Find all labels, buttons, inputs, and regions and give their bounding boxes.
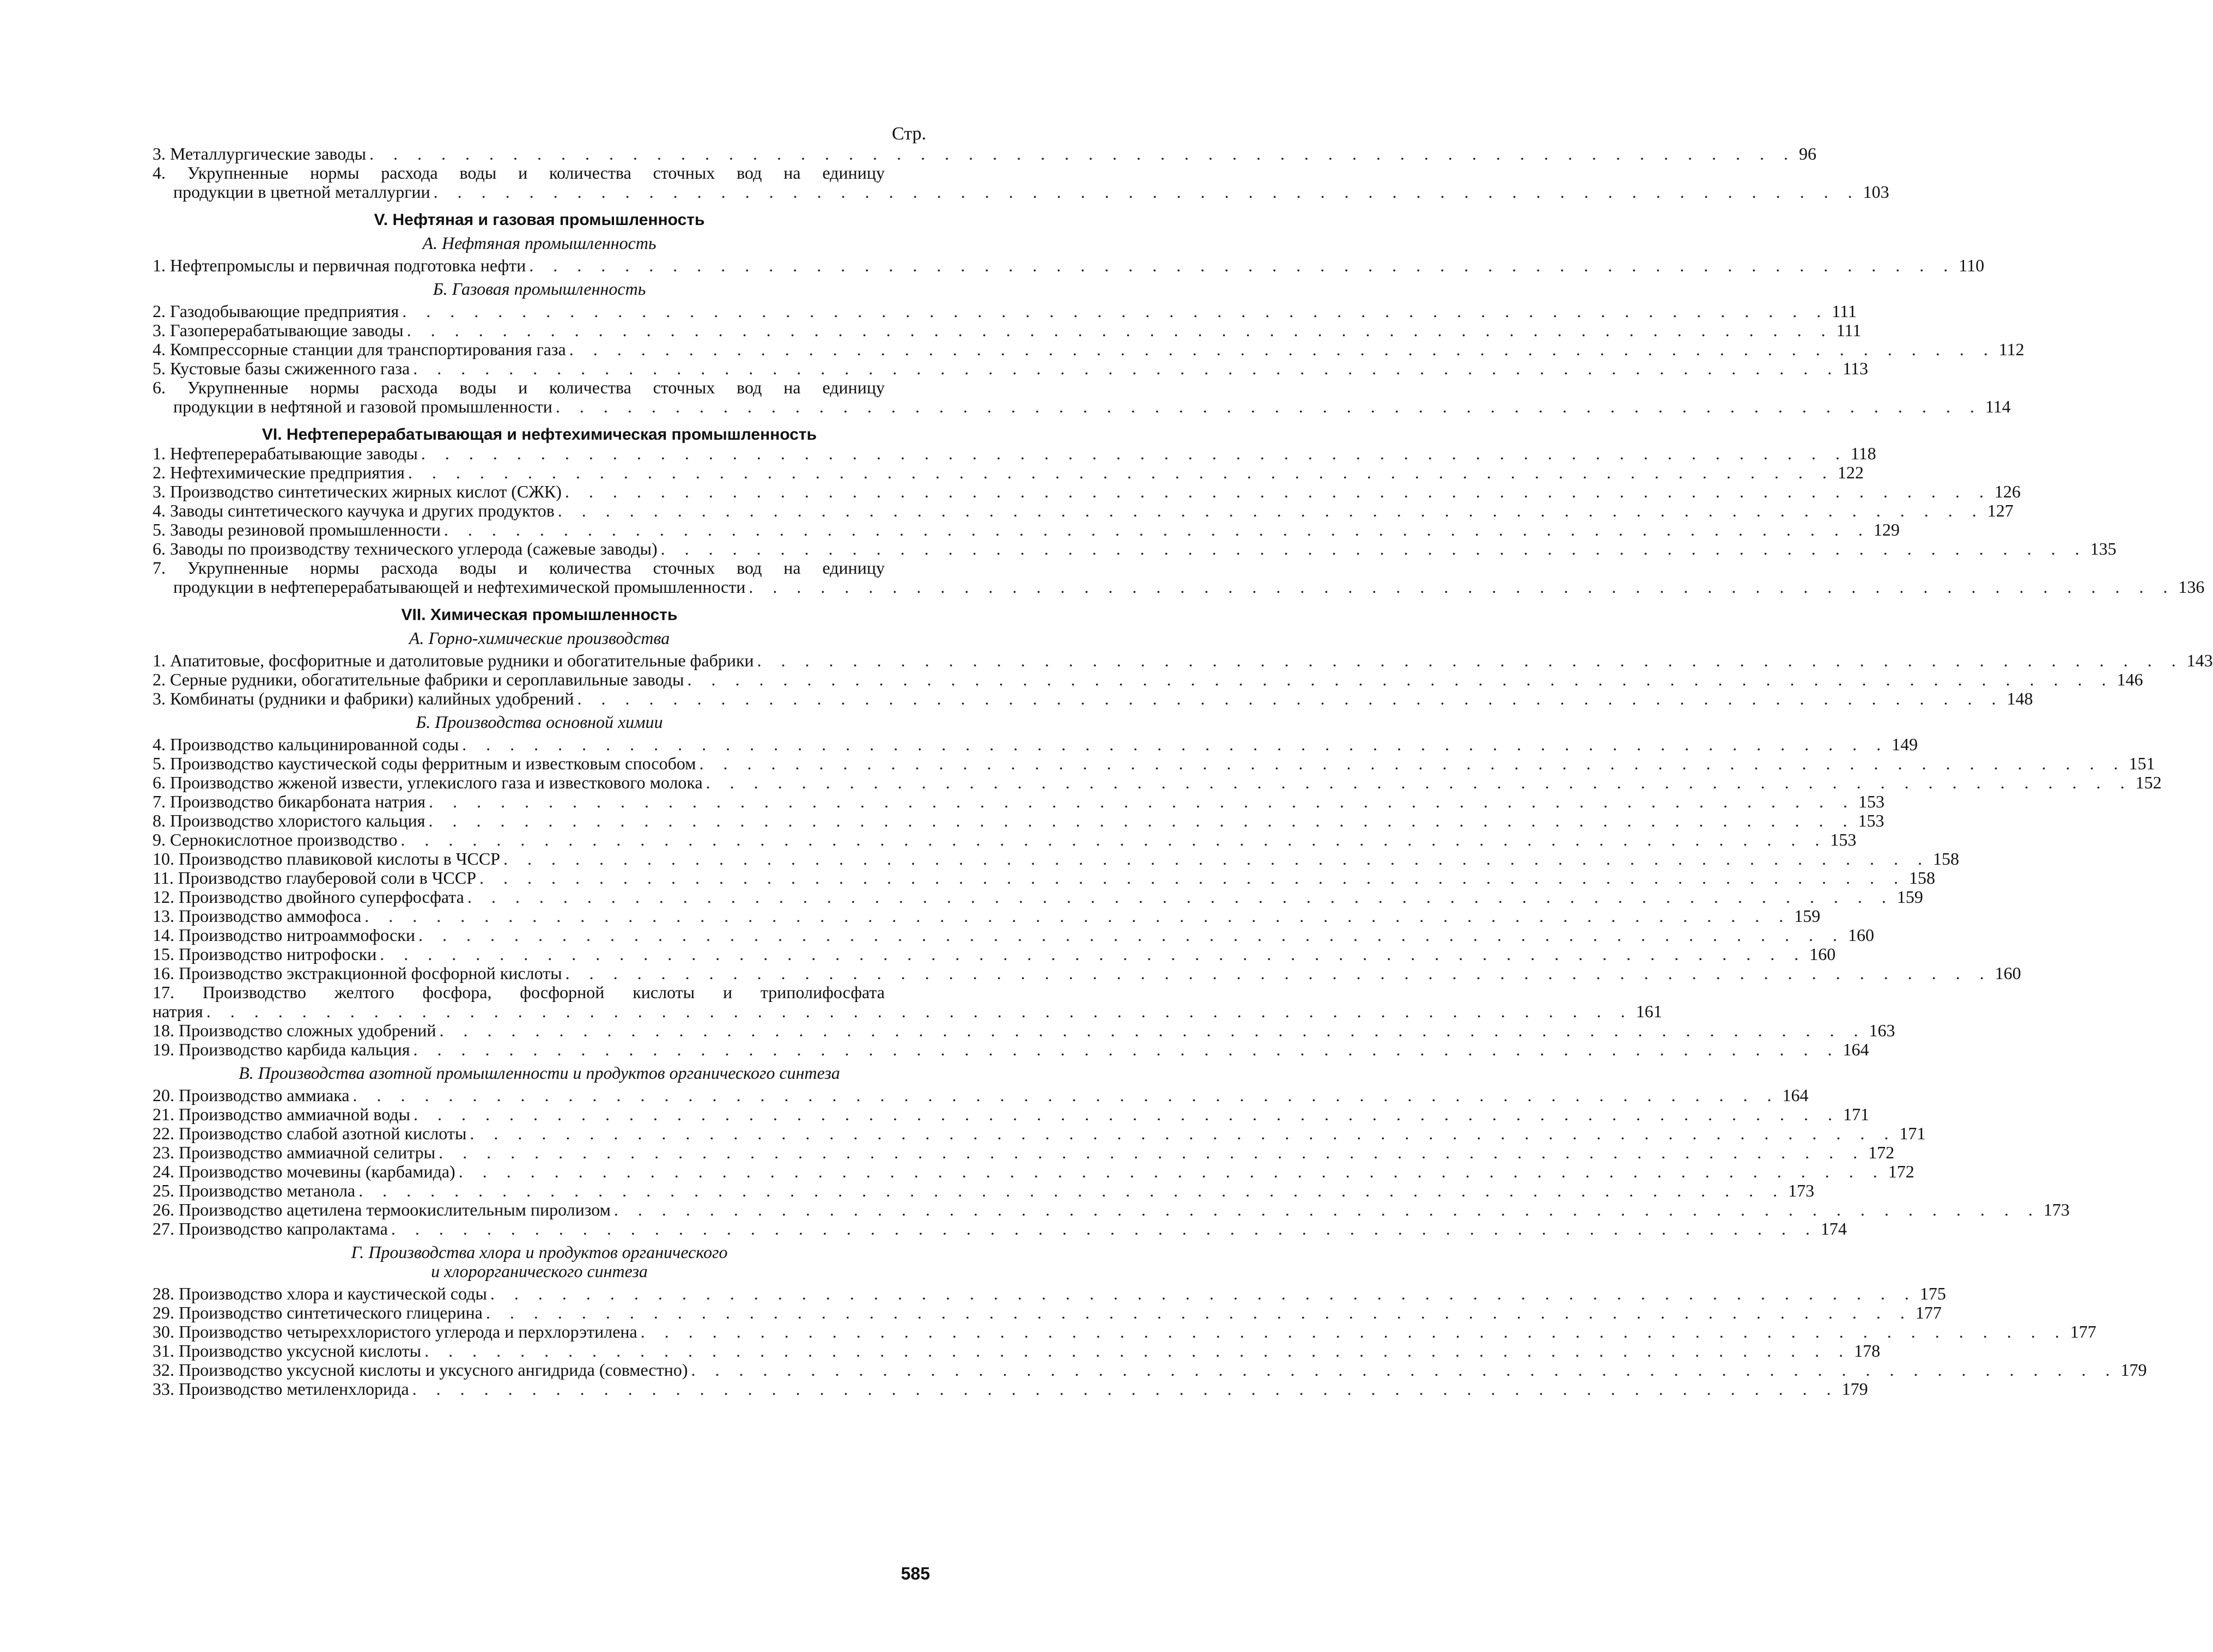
toc-entry xyxy=(153,1303,1942,1322)
toc-page-ref: 161 xyxy=(1636,1001,1662,1021)
toc-page-ref: 126 xyxy=(1994,482,2021,501)
toc-entry-text: 10. Производство плавиковой кислоты в ЧССР xyxy=(153,849,500,868)
toc-page-ref: 175 xyxy=(1919,1284,1946,1303)
dot-leader: . . . . . . . . . . . . . . . . . . . . . . . . . . . . . . . . . . . . . . . . . . . . . . . . . . . . . . . . . . . . xyxy=(490,1284,1917,1303)
toc-entry-text: 32. Производство уксусной кислоты и уксусного ангидрида (совместно) xyxy=(153,1360,688,1380)
toc-page-ref: 135 xyxy=(2090,539,2117,558)
toc-entry-text: 1. Нефтеперерабатывающие заводы xyxy=(153,444,418,463)
toc-entry xyxy=(153,577,2205,597)
toc-entry-text: 2. Серные рудники, обогатительные фабрики и сероплавильные заводы xyxy=(153,670,684,689)
toc-entry xyxy=(153,1085,1809,1105)
toc-entry-text: 19. Производство карбида кальция xyxy=(153,1040,410,1059)
toc-page-ref: 152 xyxy=(2135,773,2162,792)
toc-entry xyxy=(153,830,1857,849)
dot-leader: . . . . . . . . . . . . . . . . . . . . . . . . . . . . . . . . . . . . . . . . . . . . . . . . . . . . . . . . . . . . xyxy=(458,1162,1885,1181)
dot-leader: . . . . . . . . . . . . . . . . . . . . . . . . . . . . . . . . . . . . . . . . . . . . . . . . . . . . . . . . . . . . xyxy=(660,539,2087,558)
dot-leader: . . . . . . . . . . . . . . . . . . . . . . . . . . . . . . . . . . . . . . . . . . . . . . . . . . . . . . . . . . . . xyxy=(640,1322,2067,1341)
toc-page-ref: 164 xyxy=(1782,1085,1809,1105)
toc-page-ref: 114 xyxy=(1985,397,2011,416)
toc-entry xyxy=(153,463,1864,482)
dot-leader: . . . . . . . . . . . . . . . . . . . . . . . . . . . . . . . . . . . . . . . . . . . . . . . . . . . . . . . . . . . . xyxy=(369,144,1796,163)
subsection-heading: А. Горно-химические производства xyxy=(409,628,670,648)
dot-leader: . . . . . . . . . . . . . . . . . . . . . . . . . . . . . . . . . . . . . . . . . . . . . . . . . . . . . . . . . . . . xyxy=(485,1303,1912,1322)
toc-entry xyxy=(153,339,2024,359)
toc-entry xyxy=(153,444,1876,463)
toc-page-ref: 178 xyxy=(1854,1341,1881,1361)
toc-entry xyxy=(153,1021,1895,1040)
toc-entry xyxy=(153,1123,1926,1143)
toc-entry-text: 30. Производство четыреххлористого углерода и перхлорэтилена xyxy=(153,1322,637,1341)
toc-entry xyxy=(153,397,2011,416)
dot-leader: . . . . . . . . . . . . . . . . . . . . . . . . . . . . . . . . . . . . . . . . . . . . . . . . . . . . . . . . . . . . xyxy=(691,1360,2118,1380)
toc-entry xyxy=(153,1162,1914,1181)
toc-entry xyxy=(153,944,1836,964)
dot-leader: . . . . . . . . . . . . . . . . . . . . . . . . . . . . . . . . . . . . . . . . . . . . . . . . . . . . . . . . . . . . xyxy=(699,754,2126,773)
toc-entry xyxy=(153,906,1821,926)
toc-entry-text: 6. Заводы по производству технического углерода (сажевые заводы) xyxy=(153,539,658,558)
dot-leader: . . . . . . . . . . . . . . . . . . . . . . . . . . . . . . . . . . . . . . . . . . . . . . . . . . . . . . . . . . . . xyxy=(439,1021,1866,1040)
toc-entry-text: 28. Производство хлора и каустической соды xyxy=(153,1284,487,1303)
dot-leader: . . . . . . . . . . . . . . . . . . . . . . . . . . . . . . . . . . . . . . . . . . . . . . . . . . . . . . . . . . . . xyxy=(421,444,1847,463)
toc-entry-text: 3. Газоперерабатывающие заводы xyxy=(153,320,404,340)
toc-entry-text: 3. Металлургические заводы xyxy=(153,144,367,163)
dot-leader: . . . . . . . . . . . . . . . . . . . . . . . . . . . . . . . . . . . . . . . . . . . . . . . . . . . . . . . . . . . . xyxy=(503,849,1930,868)
subsection-heading: Г. Производства хлора и продуктов органического xyxy=(351,1242,728,1262)
toc-entry-text: 13. Производство аммофоса xyxy=(153,906,362,926)
toc-entry-text: 2. Газодобывающие предприятия xyxy=(153,301,399,321)
toc-entry-text: 4. Компрессорные станции для транспортирования газа xyxy=(153,339,566,359)
dot-leader: . . . . . . . . . . . . . . . . . . . . . . . . . . . . . . . . . . . . . . . . . . . . . . . . . . . . . . . . . . . . xyxy=(565,963,1992,983)
toc-entry-text: 12. Производство двойного суперфосфата xyxy=(153,887,464,907)
toc-entry xyxy=(153,1181,1815,1200)
subsection-heading: Б. Производства основной химии xyxy=(416,712,663,732)
toc-entry xyxy=(153,734,1918,754)
toc-page-ref: 127 xyxy=(1987,501,2014,520)
dot-leader: . . . . . . . . . . . . . . . . . . . . . . . . . . . . . . . . . . . . . . . . . . . . . . . . . . . . . . . . . . . . xyxy=(358,1181,1785,1200)
toc-entry-text: 2. Нефтехимические предприятия xyxy=(153,463,405,482)
toc-page-ref: 177 xyxy=(2070,1322,2096,1341)
toc-entry-line xyxy=(153,983,926,1002)
toc-page-ref: 153 xyxy=(1858,792,1884,811)
toc-entry-text: 4. Укрупненные нормы расхода воды и количества сточных вод на единицу xyxy=(153,163,885,183)
section-heading: VI. Нефтеперерабатывающая и нефтехимическая промышленность xyxy=(262,426,817,444)
toc-entry-text: продукции в нефтеперерабатывающей и нефтехимической промышленности xyxy=(173,577,746,597)
toc-page-ref: 118 xyxy=(1850,444,1876,463)
dot-leader: . . . . . . . . . . . . . . . . . . . . . . . . . . . . . . . . . . . . . . . . . . . . . . . . . . . . . . . . . . . . xyxy=(443,520,1870,539)
toc-page-ref: 163 xyxy=(1869,1021,1895,1040)
toc-page-ref: 171 xyxy=(1899,1123,1926,1143)
section-heading: VII. Химическая промышленность xyxy=(401,606,678,624)
toc-page-ref: 173 xyxy=(1788,1181,1815,1200)
toc-entry-text: 21. Производство аммиачной воды xyxy=(153,1104,411,1124)
toc-entry-text: 6. Производство жженой извести, углекислого газа и известкового молока xyxy=(153,773,703,792)
page-column-header: Стр. xyxy=(891,124,926,144)
toc-page-ref: 111 xyxy=(1832,301,1857,321)
toc-page-ref: 160 xyxy=(1847,925,1874,945)
toc-entry-text: 1. Апатитовые, фосфоритные и датолитовые рудники и обогатительные фабрики xyxy=(153,651,754,670)
dot-leader: . . . . . . . . . . . . . . . . . . . . . . . . . . . . . . . . . . . . . . . . . . . . . . . . . . . . . . . . . . . . xyxy=(408,463,1834,482)
toc-entry xyxy=(153,925,1874,945)
toc-entry-text: продукции в нефтяной и газовой промышленности xyxy=(173,397,552,416)
dot-leader: . . . . . . . . . . . . . . . . . . . . . . . . . . . . . . . . . . . . . . . . . . . . . . . . . . . . . . . . . . . . xyxy=(706,773,2132,792)
dot-leader: . . . . . . . . . . . . . . . . . . . . . . . . . . . . . . . . . . . . . . . . . . . . . . . . . . . . . . . . . . . . xyxy=(364,906,1791,926)
toc-entry-text: 25. Производство метанола xyxy=(153,1181,356,1200)
toc-entry xyxy=(153,754,2155,773)
toc-page-ref: 122 xyxy=(1837,463,1864,482)
toc-entry-text: 11. Производство глауберовой соли в ЧССР xyxy=(153,868,476,888)
toc-entry xyxy=(153,320,1862,340)
table-of-contents xyxy=(153,124,2213,1399)
toc-entry xyxy=(153,963,2021,983)
toc-page-ref: 160 xyxy=(1995,963,2021,983)
toc-entry-text: 5. Производство каустической соды ферритным и известковым способом xyxy=(153,754,696,773)
toc-entry-line xyxy=(153,163,926,183)
dot-leader: . . . . . . . . . . . . . . . . . . . . . . . . . . . . . . . . . . . . . . . . . . . . . . . . . . . . . . . . . . . . xyxy=(529,256,1956,275)
toc-page-ref: 129 xyxy=(1873,520,1900,539)
dot-leader: . . . . . . . . . . . . . . . . . . . . . . . . . . . . . . . . . . . . . . . . . . . . . . . . . . . . . . . . . . . . xyxy=(479,868,1906,888)
subsection-heading: и хлорорганического синтеза xyxy=(431,1261,648,1281)
toc-entry xyxy=(153,501,2014,520)
toc-page-ref: 158 xyxy=(1908,868,1935,888)
dot-leader: . . . . . . . . . . . . . . . . . . . . . . . . . . . . . . . . . . . . . . . . . . . . . . . . . . . . . . . . . . . . xyxy=(557,501,1984,520)
toc-entry-text: 6. Укрупненные нормы расхода воды и количества сточных вод на единицу xyxy=(153,378,885,397)
toc-entry xyxy=(153,1040,1869,1059)
subsection-heading: А. Нефтяная промышленность xyxy=(422,233,656,253)
toc-entry xyxy=(153,1219,1847,1238)
toc-entry-text: 3. Комбинаты (рудники и фабрики) калийных удобрений xyxy=(153,689,574,708)
toc-entry xyxy=(153,144,1817,163)
toc-entry-text: 15. Производство нитрофоски xyxy=(153,944,377,964)
dot-leader: . . . . . . . . . . . . . . . . . . . . . . . . . . . . . . . . . . . . . . . . . . . . . . . . . . . . . . . . . . . . xyxy=(406,320,1833,340)
toc-page-ref: 112 xyxy=(1998,339,2024,359)
dot-leader: . . . . . . . . . . . . . . . . . . . . . . . . . . . . . . . . . . . . . . . . . . . . . . . . . . . . . . . . . . . . xyxy=(569,339,1996,359)
toc-page-ref: 153 xyxy=(1858,811,1884,830)
toc-page-ref: 164 xyxy=(1843,1040,1869,1059)
section-heading: V. Нефтяная и газовая промышленность xyxy=(374,211,705,229)
toc-page-ref: 159 xyxy=(1896,887,1923,907)
dot-leader: . . . . . . . . . . . . . . . . . . . . . . . . . . . . . . . . . . . . . . . . . . . . . . . . . . . . . . . . . . . . xyxy=(439,1143,1865,1162)
toc-page-ref: 172 xyxy=(1888,1162,1914,1181)
toc-entry xyxy=(153,520,1900,539)
toc-entry xyxy=(153,1360,2147,1380)
dot-leader: . . . . . . . . . . . . . . . . . . . . . . . . . . . . . . . . . . . . . . . . . . . . . . . . . . . . . . . . . . . . xyxy=(462,734,1889,754)
toc-page-ref: 136 xyxy=(2178,577,2205,597)
toc-body xyxy=(153,144,2213,1399)
subsection-heading: Б. Газовая промышленность xyxy=(433,279,646,299)
dot-leader: . . . . . . . . . . . . . . . . . . . . . . . . . . . . . . . . . . . . . . . . . . . . . . . . . . . . . . . . . . . . xyxy=(418,925,1845,945)
dot-leader: . . . . . . . . . . . . . . . . . . . . . . . . . . . . . . . . . . . . . . . . . . . . . . . . . . . . . . . . . . . . xyxy=(555,397,1982,416)
dot-leader: . . . . . . . . . . . . . . . . . . . . . . . . . . . . . . . . . . . . . . . . . . . . . . . . . . . . . . . . . . . . xyxy=(413,1040,1840,1059)
toc-page-ref: 160 xyxy=(1809,944,1836,964)
toc-entry-text: 4. Заводы синтетического каучука и других продуктов xyxy=(153,501,555,520)
toc-entry-text: 9. Сернокислотное производство xyxy=(153,830,398,849)
toc-page-ref: 146 xyxy=(2117,670,2143,689)
toc-entry-text: 14. Производство нитроаммофоски xyxy=(153,925,415,945)
toc-entry-text: 4. Производство кальцинированной соды xyxy=(153,734,459,754)
dot-leader: . . . . . . . . . . . . . . . . . . . . . . . . . . . . . . . . . . . . . . . . . . . . . . . . . . . . . . . . . . . . xyxy=(414,1104,1840,1124)
toc-page-ref: 113 xyxy=(1843,359,1869,378)
toc-entry xyxy=(153,359,1869,378)
toc-page-ref: 172 xyxy=(1868,1143,1895,1162)
toc-entry xyxy=(153,301,1857,321)
dot-leader: . . . . . . . . . . . . . . . . . . . . . . . . . . . . . . . . . . . . . . . . . . . . . . . . . . . . . . . . . . . . xyxy=(206,1001,1633,1021)
toc-entry-text: 7. Укрупненные нормы расхода воды и количества сточных вод на единицу xyxy=(153,558,885,578)
toc-page-ref: 174 xyxy=(1820,1219,1847,1238)
toc-entry xyxy=(153,887,1923,907)
toc-entry xyxy=(153,539,2117,558)
toc-page-ref: 179 xyxy=(2120,1360,2147,1380)
toc-entry xyxy=(153,811,1884,830)
dot-leader: . . . . . . . . . . . . . . . . . . . . . . . . . . . . . . . . . . . . . . . . . . . . . . . . . . . . . . . . . . . . xyxy=(380,944,1807,964)
dot-leader: . . . . . . . . . . . . . . . . . . . . . . . . . . . . . . . . . . . . . . . . . . . . . . . . . . . . . . . . . . . . xyxy=(564,482,1991,501)
toc-entry xyxy=(153,670,2143,689)
dot-leader: . . . . . . . . . . . . . . . . . . . . . . . . . . . . . . . . . . . . . . . . . . . . . . . . . . . . . . . . . . . . xyxy=(467,887,1894,907)
toc-entry xyxy=(153,689,2033,708)
toc-entry xyxy=(153,1200,2070,1219)
toc-entry xyxy=(153,849,1959,868)
toc-entry-text: 18. Производство сложных удобрений xyxy=(153,1021,436,1040)
dot-leader: . . . . . . . . . . . . . . . . . . . . . . . . . . . . . . . . . . . . . . . . . . . . . . . . . . . . . . . . . . . . xyxy=(757,651,2184,670)
toc-entry xyxy=(153,1143,1895,1162)
toc-page-ref: 179 xyxy=(1841,1379,1868,1399)
toc-entry-text: 20. Производство аммиака xyxy=(153,1085,350,1105)
toc-entry-text: 7. Производство бикарбоната натрия xyxy=(153,792,425,811)
toc-entry-text: продукции в цветной металлургии xyxy=(173,182,430,202)
toc-page-ref: 148 xyxy=(2007,689,2033,708)
toc-entry-text: 1. Нефтепромыслы и первичная подготовка нефти xyxy=(153,256,526,275)
dot-leader: . . . . . . . . . . . . . . . . . . . . . . . . . . . . . . . . . . . . . . . . . . . . . . . . . . . . . . . . . . . . xyxy=(402,301,1829,321)
toc-entry xyxy=(153,792,1884,811)
dot-leader: . . . . . . . . . . . . . . . . . . . . . . . . . . . . . . . . . . . . . . . . . . . . . . . . . . . . . . . . . . . . xyxy=(428,792,1855,811)
dot-leader: . . . . . . . . . . . . . . . . . . . . . . . . . . . . . . . . . . . . . . . . . . . . . . . . . . . . . . . . . . . . xyxy=(433,182,1860,202)
toc-entry-text: 23. Производство аммиачной селитры xyxy=(153,1143,436,1162)
toc-entry xyxy=(153,1284,1946,1303)
toc-entry xyxy=(153,1379,1868,1399)
toc-entry xyxy=(153,1322,2096,1341)
toc-page-ref: 96 xyxy=(1799,144,1817,163)
toc-entry xyxy=(153,182,1889,202)
toc-page-ref: 177 xyxy=(1915,1303,1942,1322)
toc-entry xyxy=(153,1341,1881,1361)
toc-page-ref: 110 xyxy=(1959,256,1985,275)
dot-leader: . . . . . . . . . . . . . . . . . . . . . . . . . . . . . . . . . . . . . . . . . . . . . . . . . . . . . . . . . . . . xyxy=(400,830,1827,849)
dot-leader: . . . . . . . . . . . . . . . . . . . . . . . . . . . . . . . . . . . . . . . . . . . . . . . . . . . . . . . . . . . . xyxy=(424,1341,1851,1361)
toc-page-ref: 103 xyxy=(1863,182,1889,202)
toc-entry xyxy=(153,868,1935,888)
toc-entry xyxy=(153,1104,1870,1124)
dot-leader: . . . . . . . . . . . . . . . . . . . . . . . . . . . . . . . . . . . . . . . . . . . . . . . . . . . . . . . . . . . . xyxy=(470,1123,1896,1143)
toc-page-ref: 149 xyxy=(1892,734,1918,754)
dot-leader: . . . . . . . . . . . . . . . . . . . . . . . . . . . . . . . . . . . . . . . . . . . . . . . . . . . . . . . . . . . . xyxy=(391,1219,1817,1238)
dot-leader: . . . . . . . . . . . . . . . . . . . . . . . . . . . . . . . . . . . . . . . . . . . . . . . . . . . . . . . . . . . . xyxy=(428,811,1855,830)
dot-leader: . . . . . . . . . . . . . . . . . . . . . . . . . . . . . . . . . . . . . . . . . . . . . . . . . . . . . . . . . . . . xyxy=(613,1200,2040,1219)
toc-entry xyxy=(153,773,2162,792)
toc-page-ref: 111 xyxy=(1836,320,1862,340)
toc-page-ref: 159 xyxy=(1794,906,1821,926)
toc-page-ref: 171 xyxy=(1843,1104,1870,1124)
toc-page-ref: 143 xyxy=(2186,651,2213,670)
subsection-heading: В. Производства азотной промышленности и продуктов органического синтеза xyxy=(239,1063,840,1083)
toc-entry-line xyxy=(153,378,926,397)
toc-entry-text: 33. Производство метиленхлорида xyxy=(153,1379,409,1399)
dot-leader: . . . . . . . . . . . . . . . . . . . . . . . . . . . . . . . . . . . . . . . . . . . . . . . . . . . . . . . . . . . . xyxy=(413,359,1840,378)
toc-page-ref: 153 xyxy=(1830,830,1857,849)
toc-entry-text: 17. Производство желтого фосфора, фосфорной кислоты и триполифосфата xyxy=(153,982,885,1002)
toc-entry xyxy=(153,651,2213,670)
toc-entry-text: 24. Производство мочевины (карбамида) xyxy=(153,1162,455,1181)
toc-page-ref: 173 xyxy=(2043,1200,2070,1219)
toc-entry-text: 3. Производство синтетических жирных кислот (СЖК) xyxy=(153,482,562,501)
toc-entry xyxy=(153,1001,1662,1021)
dot-leader: . . . . . . . . . . . . . . . . . . . . . . . . . . . . . . . . . . . . . . . . . . . . . . . . . . . . . . . . . . . . xyxy=(749,577,2175,597)
toc-entry-text: 29. Производство синтетического глицерина xyxy=(153,1303,483,1322)
toc-entry-text: 27. Производство капролактама xyxy=(153,1219,388,1238)
toc-page-ref: 158 xyxy=(1932,849,1959,868)
toc-entry-line xyxy=(153,558,926,578)
dot-leader: . . . . . . . . . . . . . . . . . . . . . . . . . . . . . . . . . . . . . . . . . . . . . . . . . . . . . . . . . . . . xyxy=(352,1085,1779,1105)
dot-leader: . . . . . . . . . . . . . . . . . . . . . . . . . . . . . . . . . . . . . . . . . . . . . . . . . . . . . . . . . . . . xyxy=(577,689,2004,708)
dot-leader: . . . . . . . . . . . . . . . . . . . . . . . . . . . . . . . . . . . . . . . . . . . . . . . . . . . . . . . . . . . . xyxy=(687,670,2114,689)
page-number: 585 xyxy=(901,1564,930,1583)
toc-entry-text: 8. Производство хлористого кальция xyxy=(153,811,425,830)
toc-entry xyxy=(153,256,1985,275)
toc-entry-text: 5. Заводы резиновой промышленности xyxy=(153,520,441,539)
toc-entry-text: 26. Производство ацетилена термоокислительным пиролизом xyxy=(153,1200,611,1219)
toc-page-ref: 151 xyxy=(2129,754,2155,773)
toc-entry-text: 16. Производство экстракционной фосфорной кислоты xyxy=(153,963,562,983)
toc-entry-text: 5. Кустовые базы сжиженного газа xyxy=(153,359,410,378)
toc-entry-text: 22. Производство слабой азотной кислоты xyxy=(153,1123,467,1143)
toc-entry-text: 31. Производство уксусной кислоты xyxy=(153,1341,422,1361)
dot-leader: . . . . . . . . . . . . . . . . . . . . . . . . . . . . . . . . . . . . . . . . . . . . . . . . . . . . . . . . . . . . xyxy=(412,1379,1839,1399)
toc-entry xyxy=(153,482,2021,501)
toc-entry-text: натрия xyxy=(153,1001,203,1021)
